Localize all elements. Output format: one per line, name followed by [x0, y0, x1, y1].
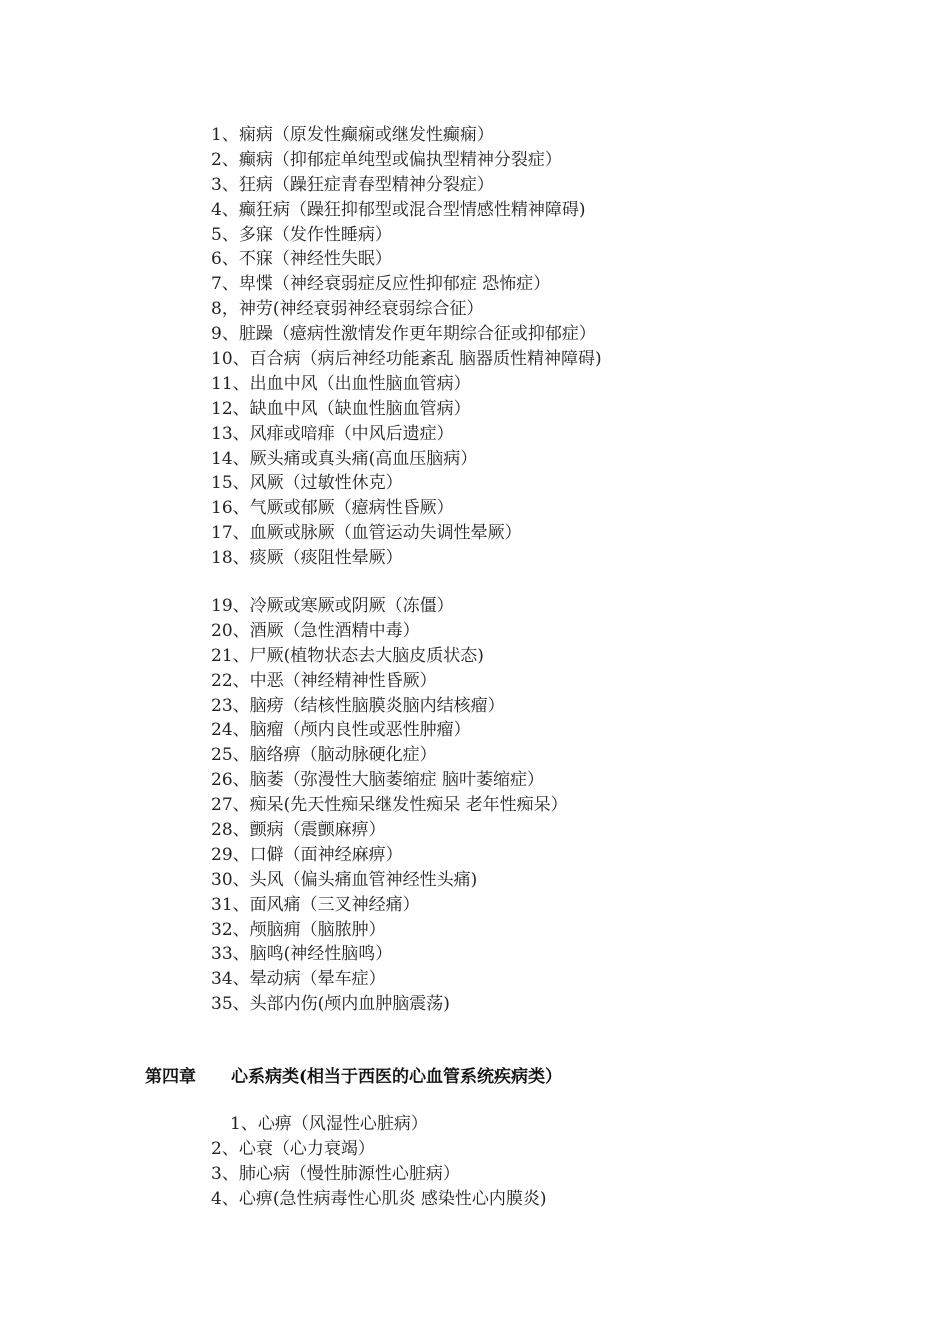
- list-item: 3、肺心病（慢性肺源性心脏病）: [211, 1163, 460, 1184]
- list-item: 20、酒厥（急性酒精中毒）: [211, 620, 420, 641]
- list-item: 13、风痱或喑痱（中风后遗症）: [211, 423, 454, 444]
- list-item: 19、冷厥或寒厥或阴厥（冻僵）: [211, 596, 454, 616]
- list-item: 17、血厥或脉厥（血管运动失调性晕厥）: [211, 523, 522, 544]
- chapter-heading: [145, 1064, 562, 1090]
- list-item: 32、颅脑痈（脑脓肿）: [211, 919, 386, 940]
- list-item: 9、脏躁（癔病性激情发作更年期综合征或抑郁症）: [211, 324, 596, 345]
- list-item: 27、痴呆(先天性痴呆继发性痴呆 老年性痴呆）: [211, 795, 568, 816]
- list-item: 31、面风痛（三叉神经痛）: [211, 894, 420, 915]
- list-item: 23、脑痨（结核性脑膜炎脑内结核瘤）: [211, 695, 505, 716]
- chapter-title: 心系病类(相当于西医的心血管系统疾病类）: [231, 1067, 563, 1087]
- list-item: 1、心痹（风湿性心脏病）: [230, 1114, 428, 1134]
- list-item: 14、厥头痛或真头痛(高血压脑病）: [211, 448, 478, 469]
- list-item: 25、脑络痹（脑动脉硬化症）: [211, 745, 437, 766]
- list-item: 28、颤病（震颤麻痹）: [211, 820, 386, 841]
- list-item: 1、痫病（原发性癫痫或继发性癫痫）: [211, 125, 494, 145]
- list-item: 4、心痹(急性病毒性心肌炎 感染性心内膜炎): [211, 1188, 547, 1209]
- chapter-number: 第四章: [145, 1067, 196, 1087]
- list-item: 35、头部内伤(颅内血肿脑震荡): [211, 994, 450, 1015]
- list-item: 2、癫病（抑郁症单纯型或偏执型精神分裂症）: [211, 149, 562, 170]
- list-item: 22、中恶（神经精神性昏厥）: [211, 670, 437, 691]
- list-item: 2、心衰（心力衰竭）: [211, 1139, 375, 1159]
- list-item: 21、尸厥(植物状态去大脑皮质状态): [211, 645, 484, 666]
- disease-list-part-1: [211, 123, 602, 571]
- list-item: 11、出血中风（出血性脑血管病）: [211, 373, 471, 394]
- list-item: 18、痰厥（痰阻性晕厥）: [211, 548, 403, 569]
- list-item: 30、头风（偏头痛血管神经性头痛): [211, 869, 478, 890]
- list-item: 10、百合病（病后神经功能紊乱 脑器质性精神障碍): [211, 349, 602, 370]
- disease-list-part-2: [211, 594, 568, 1017]
- list-item: 6、不寐（神经性失眠）: [211, 249, 392, 270]
- list-item: 3、狂病（躁狂症青春型精神分裂症）: [211, 174, 494, 195]
- list-item: 33、脑鸣(神经性脑鸣）: [211, 944, 393, 965]
- list-item: 26、脑萎（弥漫性大脑萎缩症 脑叶萎缩症）: [211, 770, 545, 791]
- list-item: 12、缺血中风（缺血性脑血管病）: [211, 398, 471, 419]
- list-item: 15、风厥（过敏性休克）: [211, 473, 403, 494]
- list-item: 4、癫狂病（躁狂抑郁型或混合型情感性精神障碍): [211, 199, 586, 220]
- disease-list-part-3: [211, 1137, 546, 1212]
- list-item: 24、脑瘤（颅内良性或恶性肿瘤）: [211, 720, 471, 741]
- list-item: 34、晕动病（晕车症）: [211, 969, 386, 990]
- list-item: 5、多寐（发作性睡病）: [211, 224, 392, 245]
- list-item: 7、卑惵（神经衰弱症反应性抑郁症 恐怖症）: [211, 274, 551, 295]
- list-item: 16、气厥或郁厥（癔病性昏厥）: [211, 498, 454, 519]
- list-item: 29、口僻（面神经麻痹）: [211, 844, 403, 865]
- list-item: 8，神劳(神经衰弱神经衰弱综合征）: [211, 299, 484, 320]
